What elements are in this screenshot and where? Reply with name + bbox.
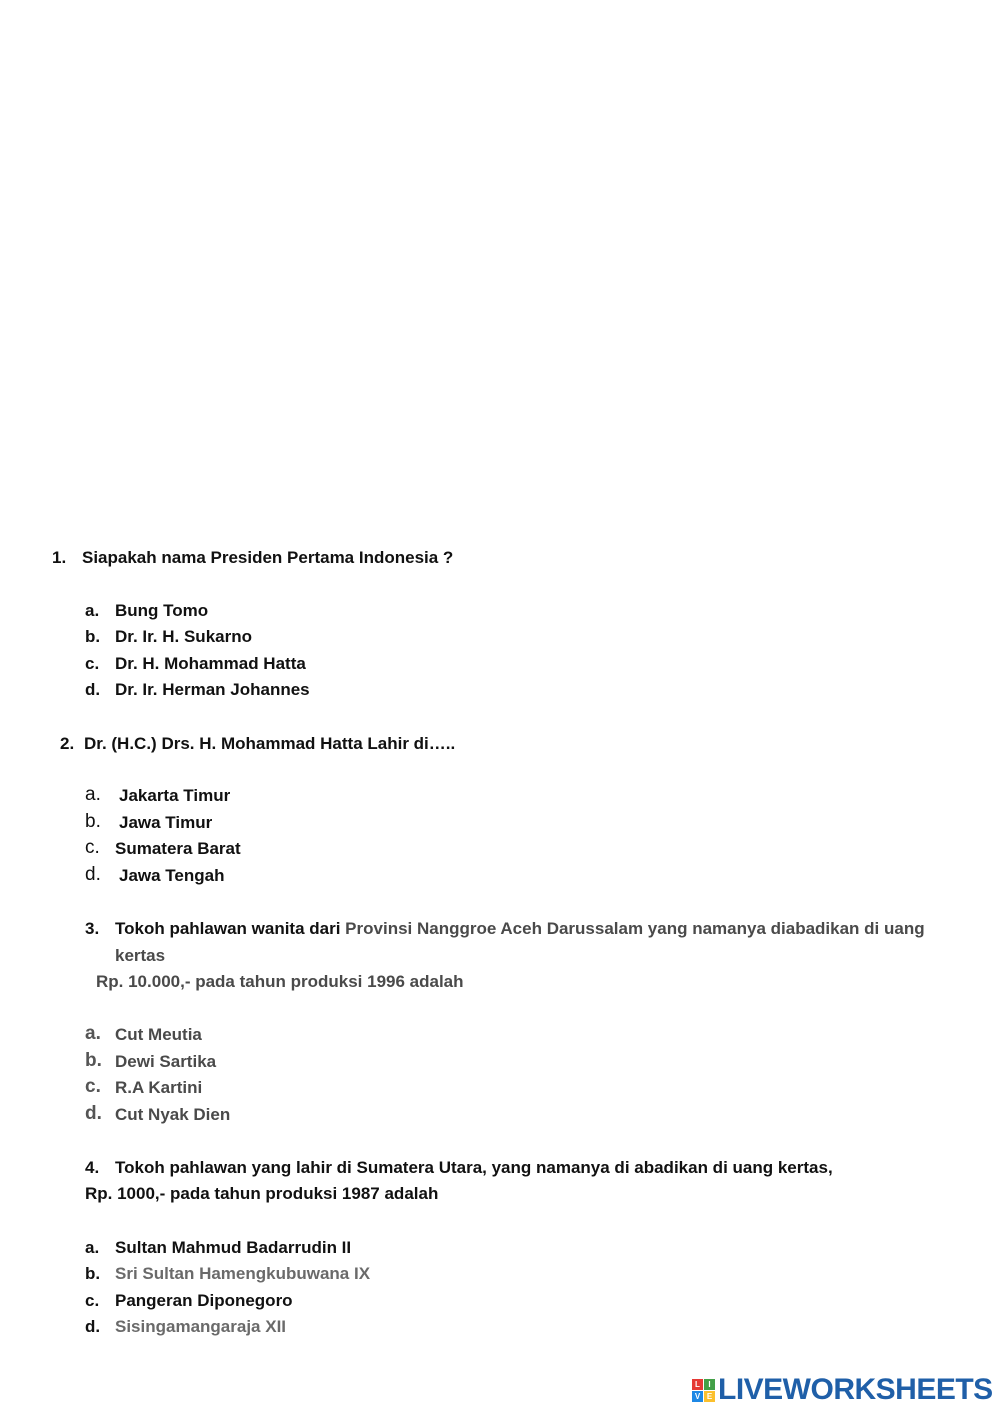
- option-letter: a.: [85, 784, 101, 805]
- option-text: Sri Sultan Hamengkubuwana IX: [115, 1264, 371, 1283]
- question-3: [85, 919, 925, 939]
- option-letter: c.: [85, 837, 100, 858]
- question-2-text: Dr. (H.C.) Drs. H. Mohammad Hatta Lahir di…..: [84, 734, 456, 753]
- option-text: Cut Nyak Dien: [115, 1105, 231, 1124]
- option-letter: b.: [85, 1264, 101, 1283]
- option-letter: a.: [85, 601, 100, 620]
- question-3-line3: Rp. 10.000,- pada tahun produksi 1996 adalah: [96, 972, 464, 991]
- option-text: Dewi Sartika: [115, 1052, 217, 1071]
- question-1-number: 1.: [52, 548, 67, 567]
- option-text: Sumatera Barat: [115, 839, 241, 858]
- option-letter: c.: [85, 654, 100, 673]
- option-text: Bung Tomo: [115, 601, 209, 620]
- question-4-number: 4.: [85, 1158, 100, 1177]
- question-3-number: 3.: [85, 919, 100, 938]
- question-4-text: Tokoh pahlawan yang lahir di Sumatera Utara, yang namanya di abadikan di uang kertas,: [115, 1158, 833, 1177]
- liveworksheets-logo: [692, 1374, 993, 1406]
- question-1-text: Siapakah nama Presiden Pertama Indonesia ?: [82, 548, 454, 567]
- option-letter: d.: [85, 1103, 102, 1124]
- option-letter: a.: [85, 1238, 100, 1257]
- option-1a[interactable]: [85, 601, 209, 621]
- option-text: Dr. Ir. Herman Johannes: [115, 680, 310, 699]
- option-letter: a.: [85, 1023, 101, 1044]
- option-1c[interactable]: [85, 654, 306, 674]
- option-letter: d.: [85, 864, 101, 885]
- option-text: Dr. Ir. H. Sukarno: [115, 627, 252, 646]
- option-text: R.A Kartini: [115, 1078, 203, 1097]
- option-1b[interactable]: [85, 627, 252, 647]
- option-4c[interactable]: [85, 1291, 293, 1311]
- option-text: Dr. H. Mohammad Hatta: [115, 654, 306, 673]
- logo-text: LIVEWORKSHEETS: [718, 1373, 993, 1406]
- question-3-line2: kertas: [115, 946, 166, 965]
- option-letter: b.: [85, 627, 101, 646]
- option-text: Pangeran Diponegoro: [115, 1291, 293, 1310]
- option-letter: c.: [85, 1291, 100, 1310]
- option-text: Cut Meutia: [115, 1025, 202, 1044]
- option-letter: d.: [85, 1317, 101, 1336]
- option-text: Jawa Tengah: [119, 866, 225, 885]
- question-2: [60, 734, 456, 754]
- question-3-text-part2: Provinsi Nanggroe Aceh Darussalam yang namanya diabadikan di uang: [345, 919, 925, 938]
- option-4d[interactable]: [85, 1317, 287, 1337]
- option-letter: c.: [85, 1076, 101, 1097]
- option-1d[interactable]: [85, 680, 310, 700]
- option-letter: b.: [85, 1050, 102, 1071]
- question-1: [52, 548, 454, 568]
- question-4-line2: Rp. 1000,- pada tahun produksi 1987 adalah: [85, 1184, 439, 1203]
- question-2-number: 2.: [60, 734, 75, 753]
- option-text: Sultan Mahmud Badarrudin II: [115, 1238, 352, 1257]
- logo-grid-icon: L I V E: [692, 1379, 715, 1402]
- option-letter: d.: [85, 680, 101, 699]
- option-text: Jawa Timur: [119, 813, 213, 832]
- question-3-text-part1: Tokoh pahlawan wanita dari: [115, 919, 346, 938]
- question-4: [85, 1158, 833, 1178]
- option-4a[interactable]: [85, 1238, 352, 1258]
- option-text: Jakarta Timur: [119, 786, 231, 805]
- option-4b[interactable]: [85, 1264, 371, 1284]
- option-text: Sisingamangaraja XII: [115, 1317, 287, 1336]
- option-letter: b.: [85, 811, 101, 832]
